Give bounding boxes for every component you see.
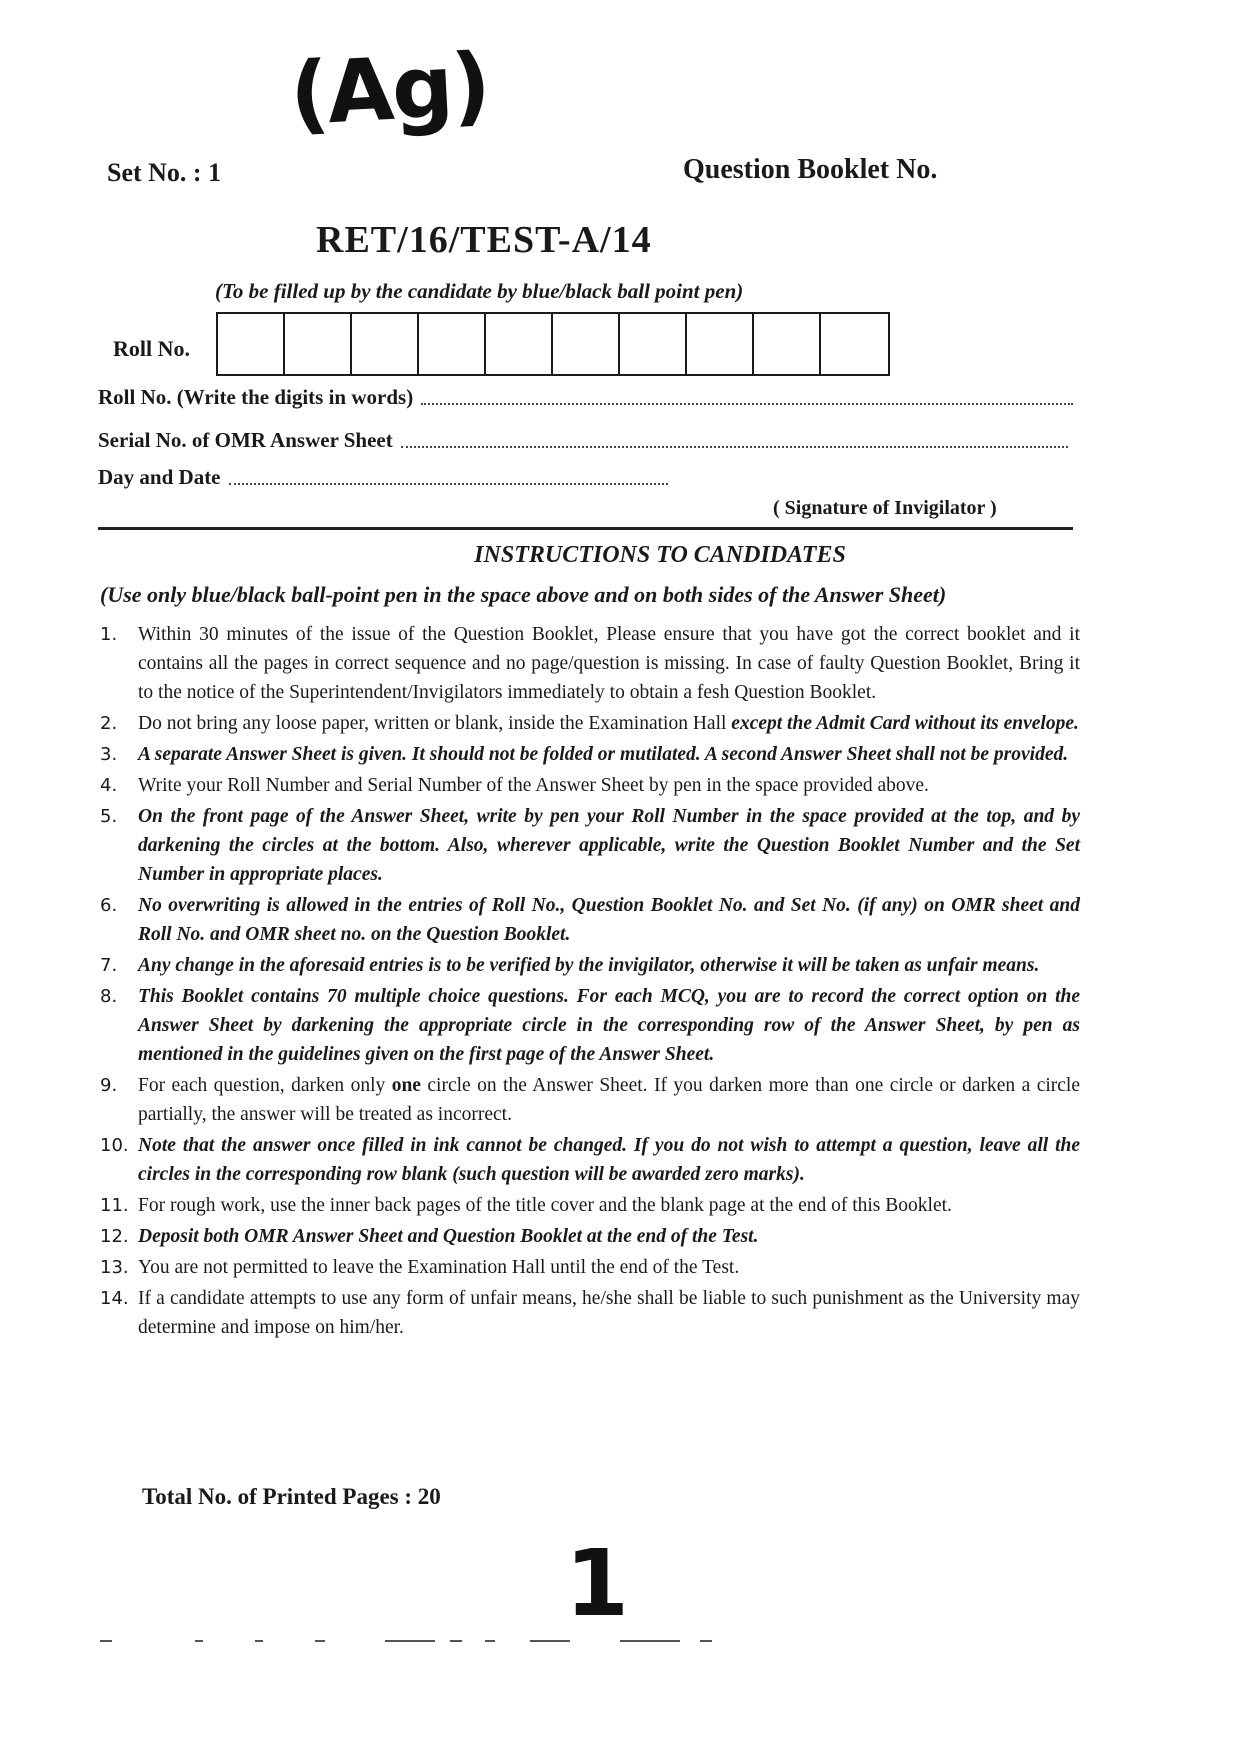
instruction-item [100,1284,1080,1342]
instruction-item [100,771,1080,800]
instruction-text-segment: Any change in the aforesaid entries is to be verified by the invigilator, otherwise it will be taken as unfair means. [138,955,1040,976]
divider [98,527,1073,530]
instruction-item [100,982,1080,1069]
instruction-item [100,1131,1080,1189]
instruction-item [100,1071,1080,1129]
instruction-number: 5. [100,806,118,827]
instruction-number: 13. [100,1257,129,1278]
instruction-item [100,709,1080,738]
instruction-text-segment: Note that the answer once filled in ink cannot be changed. If you do not wish to attempt a question, leave all the circles in the corresponding row blank (such question will be awarded zero marks). [138,1135,1080,1185]
instruction-text-segment: circle on the Answer Sheet. If you darken more than one circle or darken a circle partially, the answer will be treated as incorrect. [138,1075,1080,1125]
instruction-text [138,709,1080,738]
instruction-text-segment: Write your Roll Number and Serial Number of the Answer Sheet by pen in the space provided above. [138,775,929,796]
instruction-text [138,891,1080,949]
day-date-field[interactable] [98,465,668,490]
invigilator-signature-label: ( Signature of Invigilator ) [773,497,997,519]
instruction-number: 9. [100,1075,118,1096]
instruction-text-segment: A separate Answer Sheet is given. It should not be folded or mutilated. A second Answer Sheet shall not be provided. [138,744,1069,765]
instruction-item [100,1222,1080,1251]
instruction-text-segment: If a candidate attempts to use any form of unfair means, he/she shall be liable to such punishment as the University may determine and impose on him/her. [138,1288,1080,1338]
instructions-subtitle: (Use only blue/black ball-point pen in the space above and on both sides of the Answer Sheet) [100,582,947,607]
serial-omr-label: Serial No. of OMR Answer Sheet [98,428,393,452]
instruction-number: 3. [100,744,118,765]
roll-words-blank[interactable] [421,403,1073,405]
roll-no-digit-box[interactable] [553,314,620,374]
instruction-text-segment: Do not bring any loose paper, written or blank, inside the Examination Hall [138,713,732,734]
test-code-title: RET/16/TEST-A/14 [316,219,652,261]
roll-no-digit-box[interactable] [687,314,754,374]
total-printed-pages: Total No. of Printed Pages : 20 [142,1484,441,1509]
serial-omr-blank[interactable] [401,446,1068,448]
day-date-blank[interactable] [229,483,668,485]
roll-no-boxes[interactable] [216,312,890,376]
handwritten-set-mark: (Ag) [287,34,492,146]
roll-no-digit-box[interactable] [285,314,352,374]
instruction-text [138,1253,1080,1282]
instruction-text-segment: Deposit both OMR Answer Sheet and Question Booklet at the end of the Test. [138,1226,759,1247]
roll-no-digit-box[interactable] [218,314,285,374]
roll-words-label: Roll No. (Write the digits in words) [98,385,414,409]
roll-no-digit-box[interactable] [419,314,486,374]
instruction-text [138,1071,1080,1129]
instruction-text-segment: For rough work, use the inner back pages of the title cover and the blank page at the end of this Booklet. [138,1195,952,1216]
instruction-number: 4. [100,775,118,796]
roll-no-digit-box[interactable] [486,314,553,374]
instruction-number: 1. [100,624,118,645]
day-date-label: Day and Date [98,465,221,489]
serial-omr-field[interactable] [98,428,1068,453]
instruction-text-segment: For each question, darken only [138,1075,392,1096]
instruction-text [138,802,1080,889]
question-booklet-label: Question Booklet No. [683,154,938,185]
instruction-text-segment: On the front page of the Answer Sheet, write by pen your Roll Number in the space provided at the top, and by darkening the circles at the bottom. Also, wherever applicable, write the Question Booklet Number and the Set Number in appropriate places. [138,806,1080,885]
instruction-item [100,1253,1080,1282]
instruction-number: 10. [100,1135,129,1156]
instruction-text-segment: This Booklet contains 70 multiple choice questions. For each MCQ, you are to record the correct option on the Answer Sheet by darkening the appropriate circle in the corresponding row of the Answer Sheet, by pen as mentioned in the guidelines given on the first page of the Answer Sheet. [138,986,1080,1065]
instruction-text-segment: one [391,1075,421,1096]
instruction-item [100,620,1080,707]
instruction-text [138,1222,1080,1251]
instruction-text [138,740,1080,769]
instruction-text [138,982,1080,1069]
instruction-number: 8. [100,986,118,1007]
instruction-number: 12. [100,1226,129,1247]
instruction-text [138,951,1080,980]
scan-artifact-marks [100,1640,720,1650]
instruction-text [138,620,1080,707]
instruction-number: 14. [100,1288,129,1309]
roll-words-field[interactable] [98,385,1073,410]
instruction-text [138,771,1080,800]
instruction-number: 2. [100,713,118,734]
set-number: Set No. : 1 [107,158,222,187]
roll-no-label: Roll No. [113,336,190,361]
roll-no-digit-box[interactable] [352,314,419,374]
instruction-item [100,1191,1080,1220]
instruction-text [138,1191,1080,1220]
instruction-text [138,1131,1080,1189]
instruction-text-segment: except the Admit Card without its envelope. [731,713,1079,734]
roll-no-digit-box[interactable] [821,314,888,374]
instruction-item [100,891,1080,949]
instruction-text-segment: No overwriting is allowed in the entries of Roll No., Question Booklet No. and Set No. (if any) on OMR sheet and Roll No. and OMR sheet no. on the Question Booklet. [138,895,1080,945]
fill-instruction-note: (To be filled up by the candidate by blue/black ball point pen) [215,279,744,303]
instruction-number: 11. [100,1195,129,1216]
instructions-list [100,620,1080,1344]
instruction-item [100,802,1080,889]
instruction-text [138,1284,1080,1342]
roll-no-digit-box[interactable] [754,314,821,374]
instruction-number: 6. [100,895,118,916]
roll-no-digit-box[interactable] [620,314,687,374]
instruction-number: 7. [100,955,118,976]
instructions-title: INSTRUCTIONS TO CANDIDATES [474,542,846,568]
instruction-text-segment: You are not permitted to leave the Examination Hall until the end of the Test. [138,1257,740,1278]
instruction-text-segment: Within 30 minutes of the issue of the Question Booklet, Please ensure that you have got the correct booklet and it contains all the pages in correct sequence and no page/question is missing. In case of faulty Question Booklet, Bring it to the notice of the Superintendent/Invigilators immediately to obtain a fesh Question Booklet. [138,624,1080,703]
instruction-item [100,951,1080,980]
handwritten-page-number: 1 [565,1530,630,1637]
instruction-item [100,740,1080,769]
